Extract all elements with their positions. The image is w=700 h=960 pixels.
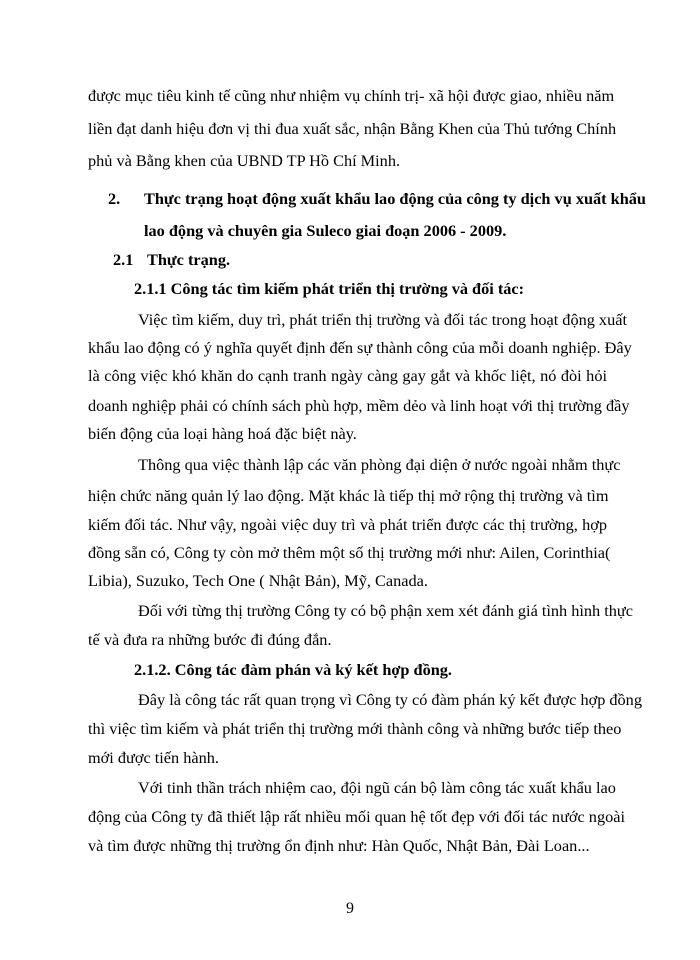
paragraph-line: kiếm đối tác. Như vậy, ngoài việc duy trì và phát triển được các thị trường, hợp (88, 515, 607, 534)
section-2-1-1-title: 2.1.1 Công tác tìm kiếm phát triển thị trường và đối tác: (134, 279, 525, 298)
paragraph-line: Đây là công tác rất quan trọng vì Công ty có đàm phán ký kết được hợp đồng (138, 690, 642, 709)
paragraph-line: và tìm được những thị trường ổn định như: Hàn Quốc, Nhật Bản, Đài Loan... (88, 836, 590, 855)
paragraph-line: đồng sẵn có, Công ty còn mở thêm một số thị trường mới như: Ailen, Corinthia( (88, 543, 611, 562)
section-2-1-title: Thực trạng. (147, 250, 231, 269)
intro-line-2: liền đạt danh hiệu đơn vị thi đua xuất sắc, nhận Bằng Khen của Thủ tướng Chính (88, 119, 617, 138)
paragraph-line: động của Công ty đã thiết lập rất nhiều mối quan hệ tốt đẹp với đối tác nước ngoài (88, 807, 625, 826)
section-2-title-line-1: Thực trạng hoạt động xuất khẩu lao động của công ty dịch vụ xuất khẩu (144, 189, 646, 208)
section-2-1-number: 2.1 (113, 250, 134, 269)
paragraph-line: Đối với từng thị trường Công ty có bộ phận xem xét đánh giá tình hình thực (138, 601, 633, 620)
page-number: 9 (346, 900, 354, 917)
paragraph-line: là công việc khó khăn do cạnh tranh ngày càng gay gắt và khốc liệt, nó đòi hỏi (88, 366, 607, 385)
paragraph-line: Việc tìm kiếm, duy trì, phát triển thị trường và đối tác trong hoạt động xuất (138, 310, 627, 329)
section-2-1-2-title: 2.1.2. Công tác đàm phán và ký kết hợp đồng. (134, 660, 452, 679)
paragraph-line: tế và đưa ra những bước đi đúng đắn. (88, 630, 332, 649)
paragraph-line: khẩu lao động có ý nghĩa quyết định đến sự thành công của mỗi doanh nghiệp. Đây (88, 338, 632, 357)
intro-line-3: phủ và Bằng khen của UBND TP Hồ Chí Minh. (88, 151, 401, 170)
paragraph-line: doanh nghiệp phải có chính sách phù hợp, mềm dẻo và linh hoạt với thị trường đầy (88, 396, 630, 415)
paragraph-line: thì việc tìm kiếm và phát triển thị trường mới thành công và những bước tiếp theo (88, 719, 622, 738)
paragraph-line: Libia), Suzuko, Tech One ( Nhật Bản), Mỹ, Canada. (88, 571, 428, 590)
intro-line-1: được mục tiêu kinh tế cũng như nhiệm vụ chính trị- xã hội được giao, nhiều năm (88, 86, 615, 105)
paragraph-line: mới được tiến hành. (88, 748, 219, 767)
paragraph-line: Với tinh thần trách nhiệm cao, đội ngũ cán bộ làm công tác xuất khẩu lao (138, 778, 616, 797)
section-2-number: 2. (108, 189, 121, 208)
paragraph-line: hiện chức năng quản lý lao động. Mặt khác là tiếp thị mở rộng thị trường và tìm (88, 486, 609, 505)
paragraph-line: Thông qua việc thành lập các văn phòng đại diện ở nước ngoài nhằm thực (138, 455, 621, 474)
paragraph-line: biến động của loại hàng hoá đặc biệt này. (88, 424, 357, 443)
section-2-title-line-2: lao động và chuyên gia Suleco giai đoạn 2006 - 2009. (144, 221, 507, 240)
